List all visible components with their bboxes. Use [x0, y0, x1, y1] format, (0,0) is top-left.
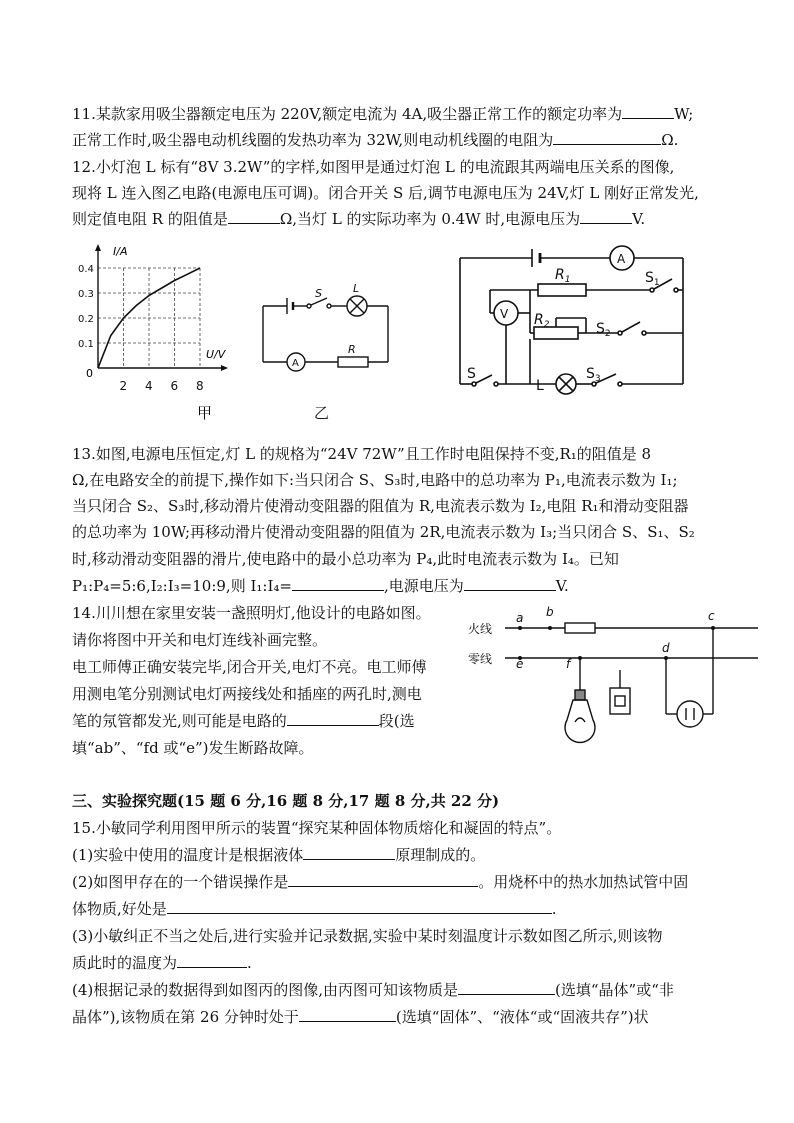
q11-line1 [72, 104, 693, 124]
household-circuit-figure [466, 602, 762, 752]
q15-text: 原理制成的。 [395, 846, 486, 864]
svg-text:R2 [534, 312, 550, 330]
q15-part3-cont [72, 953, 252, 973]
q13-line2: Ω,在电路安全的前提下,操作如下:当只闭合 S、S₃时,电路中的总功率为 P₁,电流表示数为 I₁; [72, 471, 678, 489]
switch-icon [476, 375, 492, 383]
figure-label-jia: 甲 [197, 404, 213, 422]
point-d-label: d [662, 641, 670, 655]
point-a-label: a [516, 611, 524, 625]
x-tick-label: 8 [196, 379, 204, 393]
q15-text: (2)如图甲存在的一个错误操作是 [72, 873, 289, 891]
q15-text: 质此时的温度为 [72, 954, 178, 972]
household-labels [468, 605, 715, 671]
label-s3-sub: 3 [594, 374, 601, 384]
label-s3: S [586, 366, 595, 382]
answer-blank[interactable] [287, 711, 379, 726]
figure-row-q12-q13 [72, 240, 702, 428]
q13-line6 [72, 576, 569, 596]
answer-blank[interactable] [228, 209, 280, 224]
ammeter-label: A [617, 252, 626, 266]
answer-blank[interactable] [458, 980, 555, 995]
household-dots [518, 626, 715, 660]
q12-line3 [72, 209, 645, 229]
x-tick-label: 2 [119, 379, 128, 393]
switch-icon [642, 331, 646, 335]
answer-blank[interactable] [292, 576, 384, 591]
q15-text: (4)根据记录的数据得到如图丙的图像,由丙图可知该物质是 [72, 981, 459, 999]
label-s2-sub: 2 [604, 329, 611, 339]
point-c-label: c [708, 609, 715, 623]
resistor-icon [338, 357, 368, 367]
q11-text: 正常工作时,吸尘器电动机线圈的发热功率为 32W,则电动机线圈的电阻为 [72, 131, 554, 149]
y-tick-label: 0.3 [78, 289, 94, 300]
rheostat-r2-icon [534, 327, 578, 339]
svg-text:S2 [596, 321, 611, 339]
circuit-yi-labels [292, 282, 359, 422]
q15-part3: (3)小敏纠正不当之处后,进行实验并记录数据,实验中某时刻温度计示数如图乙所示,则该物 [72, 927, 663, 945]
point-b-label: b [546, 605, 554, 619]
answer-blank[interactable] [622, 104, 674, 119]
svg-text:S1 [645, 270, 660, 288]
label-s2: S [596, 321, 605, 337]
junction-dot [518, 626, 522, 630]
bulb-icon [565, 700, 595, 742]
q11-unit: W; [674, 105, 694, 123]
household-wires [505, 623, 758, 742]
label-s1: S [645, 270, 654, 286]
point-f-label: f [566, 657, 571, 671]
switch-box-icon [610, 688, 630, 714]
y-tick-label: 0.2 [78, 314, 94, 325]
q15-part2-cont [72, 899, 557, 919]
answer-blank[interactable] [464, 576, 556, 591]
junction-dot [711, 626, 715, 630]
x-tick-label: 4 [145, 379, 153, 393]
q13-line1: 13.如图,电源电压恒定,灯 L 的规格为“24V 72W”且工作时电阻保持不变,R₁的阻值是 8 [72, 445, 652, 463]
label-l: L [353, 282, 360, 295]
circuit-q13 [460, 246, 683, 394]
q12-text: 则定值电阻 R 的阻值是 [72, 210, 228, 228]
q14-line6: 填“ab”、“fd 或“e”)发生断路故障。 [72, 739, 314, 757]
switch-icon [618, 331, 622, 335]
q13-text: P₁:P₄=5:6,I₂:I₃=10:9,则 I₁:I₄= [72, 577, 292, 595]
y-axis-label: I/A [113, 245, 128, 258]
point-e-label: e [516, 657, 524, 671]
switch-icon [622, 322, 640, 332]
label-r2: R [534, 312, 544, 328]
q15-text: (选填“晶体”或“非 [555, 981, 674, 999]
q14-line3: 电工师傅正确安装完毕,闭合开关,电灯不亮。电工师傅 [72, 658, 427, 676]
q15-text: (选填“固体”、“液体“或“固液共存”)状 [395, 1008, 649, 1026]
bulb-filament [575, 718, 585, 722]
chart-grid [98, 268, 200, 368]
switch-icon [674, 288, 678, 292]
label-s: S [315, 287, 322, 300]
q12-unit: V. [632, 210, 646, 228]
voltmeter-label: V [500, 307, 509, 321]
socket-icon [677, 701, 703, 727]
label-s1-sub: 1 [653, 278, 660, 288]
q11-text: 11.某款家用吸尘器额定电压为 220V,额定电流为 4A,吸尘器正常工作的额定功率为 [72, 105, 623, 123]
q12-line2: 现将 L 连入图乙电路(电源电压可调)。闭合开关 S 后,调节电源电压为 24V,灯 L 刚好正常发光, [72, 184, 699, 202]
y-tick-label: 0.1 [78, 339, 94, 350]
q15-part4-cont [72, 1007, 649, 1027]
answer-blank[interactable] [299, 1007, 396, 1022]
svg-text:R1 [555, 267, 570, 285]
circuit-q13-labels [467, 252, 660, 394]
q14-text: 笔的氖管都发光,则可能是电路的 [72, 712, 287, 730]
graph-jia [78, 244, 228, 422]
q15-intro: 15.小敏同学利用图甲所示的装置“探究某种固体物质熔化和凝固的特点”。 [72, 819, 562, 837]
label-l: L [536, 378, 544, 394]
switch-icon [327, 304, 331, 308]
switch-icon [650, 288, 654, 292]
answer-blank[interactable] [288, 872, 478, 887]
q14-line4: 用测电笔分别测试电灯两接线处和插座的两孔时,测电 [72, 685, 422, 703]
junction-dot [578, 656, 582, 660]
q15-part2 [72, 872, 688, 892]
switch-icon [472, 382, 476, 386]
q11-unit: Ω. [661, 131, 679, 149]
section3-title: 三、实验探究题(15 题 6 分,16 题 8 分,17 题 8 分,共 22 分) [72, 792, 500, 810]
switch-icon [618, 382, 622, 386]
q11-line2 [72, 130, 678, 150]
circuit-yi [263, 296, 388, 371]
y-tick-label: 0.4 [78, 264, 94, 275]
answer-blank[interactable] [553, 130, 661, 145]
lamp-holder-icon [575, 690, 585, 700]
label-r1: R [555, 267, 565, 283]
q13-line3: 当只闭合 S₂、S₃时,移动滑片使滑动变阻器的阻值为 R,电流表示数为 I₂,电阻 R₁和滑动变阻器 [72, 497, 689, 515]
junction-dot [548, 626, 552, 630]
switch-icon [307, 304, 311, 308]
x-axis-label: U/V [206, 348, 226, 361]
junction-dot [664, 656, 668, 660]
live-wire-label: 火线 [468, 622, 493, 636]
ammeter-label: A [292, 358, 299, 369]
chart-ticks [78, 264, 204, 393]
q13-unit: V. [555, 577, 569, 595]
y-axis-arrow [95, 244, 101, 251]
x-tick-label: 6 [170, 379, 179, 393]
answer-blank[interactable] [303, 845, 395, 860]
origin-label: 0 [86, 367, 93, 380]
q15-text: 晶体”),该物质在第 26 分钟时处于 [72, 1008, 299, 1026]
q14-line2: 请你将图中开关和电灯连线补画完整。 [72, 631, 328, 649]
q15-text: 。用烧杯中的热水加热试管中固 [478, 873, 689, 891]
q13-line4: 的总功率为 10W;再移动滑片使滑动变阻器的阻值为 2R,电流表示数为 I₃;当只闭合 S、S₁、S₂ [72, 523, 695, 541]
q15-text: (1)实验中使用的温度计是根据液体 [72, 846, 304, 864]
q12-text: Ω,当灯 L 的实际功率为 0.4W 时,电源电压为 [279, 210, 581, 228]
resistor-r1-icon [538, 284, 586, 296]
q13-line5: 时,移动滑动变阻器的滑片,使电路中的最小总功率为 P₄,此时电流表示数为 I₄。已知 [72, 550, 619, 568]
q15-text: 体物质,好处是 [72, 900, 167, 918]
figure-label-yi: 乙 [314, 404, 330, 422]
switch-button-icon [615, 696, 625, 706]
label-r: R [348, 343, 356, 356]
label-r2-sub: 2 [543, 320, 550, 330]
answer-blank[interactable] [177, 953, 247, 968]
q14-line5 [72, 711, 415, 731]
switch-icon [494, 382, 498, 386]
answer-blank[interactable] [580, 209, 632, 224]
q13-text: ,电源电压为 [383, 577, 464, 595]
q15-part1 [72, 845, 485, 865]
q14-line1: 14.川川想在家里安装一盏照明灯,他设计的电路如图。 [72, 604, 431, 622]
label-s: S [467, 366, 476, 382]
q15-part4 [72, 980, 674, 1000]
x-axis-arrow [221, 365, 228, 371]
neutral-wire-label: 零线 [468, 652, 493, 666]
label-r1-sub: 1 [564, 275, 571, 285]
fuse-icon [565, 623, 595, 633]
svg-text:S3 [586, 366, 601, 384]
q14-text: 段(选 [378, 712, 415, 730]
q15-text: . [247, 954, 252, 972]
q12-line1: 12.小灯泡 L 标有“8V 3.2W”的字样,如图甲是通过灯泡 L 的电流跟其两端电压关系的图像, [72, 158, 675, 176]
q15-text: . [551, 900, 557, 918]
answer-blank[interactable] [167, 899, 552, 914]
